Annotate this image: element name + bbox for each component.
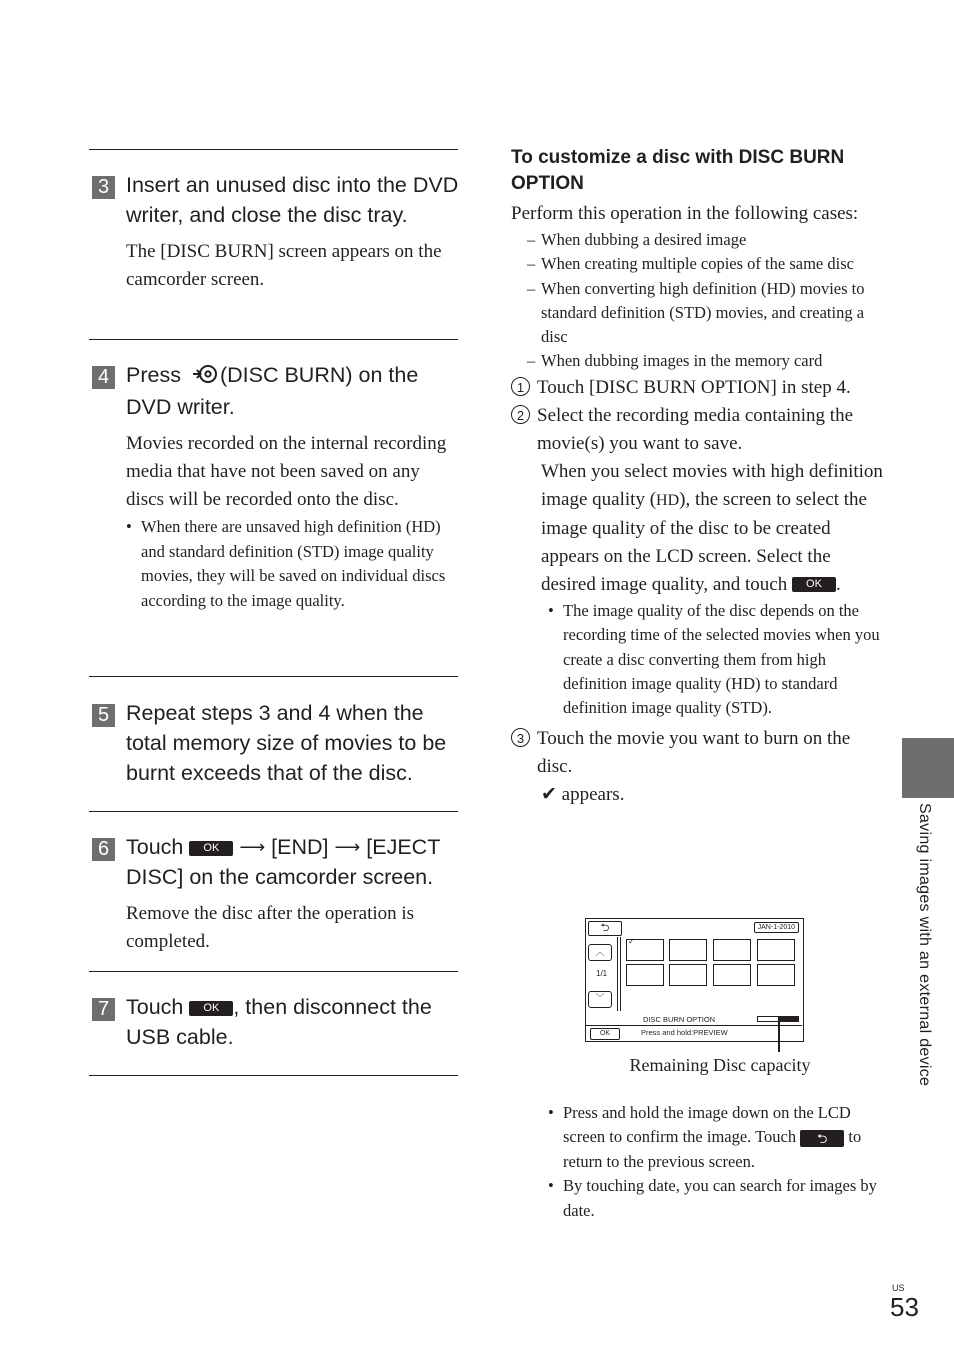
step-number: 3 [92, 176, 115, 199]
divider [617, 937, 618, 1011]
thumbnail [757, 939, 795, 961]
hd-label: HD [656, 491, 680, 509]
case-item: – When creating multiple copies of the same disc [511, 252, 886, 276]
note-list [511, 599, 886, 721]
date-badge: JAN-1-2010 [754, 922, 799, 933]
note-item: • The image quality of the disc depends on the recording time of the selected movies when you create a disc converting them from high definition image quality (HD) to standard definition image quality (STD). [548, 599, 886, 721]
tip-text: By touching date, you can search for images by date. [563, 1176, 877, 1220]
step-number: 5 [92, 704, 115, 727]
substep-text: Select the recording media containing the movie(s) you want to save. [537, 404, 854, 454]
case-item: – When dubbing images in the memory card [511, 349, 886, 373]
divider [89, 811, 458, 812]
tip-item [548, 1174, 888, 1223]
step-body: Remove the disc after the operation is completed. [126, 903, 415, 952]
step-5 [89, 698, 461, 788]
step-6 [89, 832, 461, 956]
heading-text: Touch [126, 835, 184, 859]
page-number: 53 [890, 1292, 919, 1322]
right-column [511, 145, 886, 809]
note-item: • When there are unsaved high definition (HD) and standard definition (STD) image quality movies, they will be saved on individual discs according to the image quality. [126, 515, 461, 613]
tips-list [511, 1101, 888, 1223]
case-item: – When converting high definition (HD) movies to standard definition (STD) movies, and creating a disc [511, 277, 886, 350]
check-line [511, 781, 886, 809]
arrow-right-icon: ⟶ [334, 837, 361, 857]
ok-button-icon: OK [189, 1001, 233, 1016]
detail-text: ), the screen to select the image quality of the disc to be created appears on the LCD screen. Select the desired image quality, and touch [541, 488, 867, 595]
substep-text: Touch [DISC BURN OPTION] in step 4. [537, 376, 851, 398]
step-number: 4 [92, 366, 115, 389]
heading-text: , then disconnect the USB cable. [126, 995, 432, 1049]
substep-text: Touch the movie you want to burn on the disc. [537, 727, 851, 777]
case-list [511, 228, 886, 374]
section-title: To customize a disc with DISC BURN OPTION [511, 147, 845, 194]
step-body: Movies recorded on the internal recording media that have not been saved on any discs will be recorded onto the disc. [126, 433, 447, 510]
substep-1 [511, 374, 886, 402]
checkmark-icon: ✓ [628, 937, 635, 946]
step-heading [126, 992, 461, 1052]
checkmark-icon: ✔ [541, 783, 557, 805]
arrow-right-icon: ⟶ [239, 837, 266, 857]
substep-3 [511, 725, 886, 781]
thumbnail [626, 964, 664, 986]
heading-text: Press [126, 363, 181, 387]
lcd-screen [585, 918, 804, 1042]
tip-item [548, 1101, 888, 1174]
step-4 [89, 360, 461, 613]
thumbnail [669, 964, 707, 986]
scroll-up-icon: ︿ [588, 944, 612, 961]
divider [89, 676, 458, 677]
check-text: appears. [561, 783, 625, 805]
ok-button-icon: OK [792, 577, 836, 592]
thumbnail [669, 939, 707, 961]
tip-text: to return to the previous screen. [563, 1127, 862, 1171]
callout-line [778, 1019, 780, 1052]
thumbnail [713, 964, 751, 986]
substep-2 [511, 402, 886, 458]
step-heading [126, 832, 461, 892]
step-heading [126, 360, 461, 422]
divider [620, 937, 621, 1011]
heading-text: Touch [126, 995, 184, 1019]
heading-text: (DISC BURN) on the DVD writer. [126, 363, 419, 419]
step-7 [89, 992, 461, 1052]
step-heading: Insert an unused disc into the DVD writer, and close the disc tray. [126, 173, 459, 227]
back-icon: ⮌ [588, 921, 622, 936]
scroll-down-icon: ﹀ [588, 991, 612, 1008]
tip-text: Press and hold the image down on the LCD screen to confirm the image. Touch [563, 1103, 851, 1147]
divider [89, 1075, 458, 1076]
step-number: 6 [92, 838, 115, 861]
screen-caption: Remaining Disc capacity [629, 1055, 811, 1075]
option-label: DISC BURN OPTION [643, 1015, 716, 1024]
chapter-label [913, 803, 933, 1123]
preview-hint: Press and hold:PREVIEW [641, 1028, 728, 1037]
circled-number: 1 [511, 377, 530, 396]
step-body: The [DISC BURN] screen appears on the camcorder screen. [126, 241, 442, 290]
case-item: – When dubbing a desired image [511, 228, 886, 252]
heading-text: [EJECT DISC] on the camcorder screen. [126, 835, 440, 889]
step-number: 7 [92, 998, 115, 1021]
disc-burn-icon [192, 362, 218, 392]
region-code: US [892, 1283, 905, 1293]
detail-text: When you select movies with high definition image quality ( [541, 460, 883, 510]
heading-text: [END] [271, 835, 329, 859]
chapter-label-text: Saving images with an external device [916, 803, 933, 1087]
ok-button-icon: OK [590, 1028, 620, 1040]
ok-button-icon: OK [189, 841, 233, 856]
divider [89, 971, 458, 972]
thumbnail [626, 939, 664, 961]
chapter-tab [902, 738, 954, 798]
thumbnail [713, 939, 751, 961]
back-button-icon: ⮌ [800, 1130, 844, 1147]
circled-number: 3 [511, 728, 530, 747]
step-heading: Repeat steps 3 and 4 when the total memory size of movies to be burnt exceeds that of the disc. [126, 701, 447, 785]
divider [89, 339, 458, 340]
divider [89, 149, 458, 150]
divider [586, 1025, 802, 1026]
section-intro: Perform this operation in the following cases: [511, 203, 859, 224]
capacity-fill [778, 1017, 798, 1021]
note-list [126, 515, 461, 613]
step-3 [89, 170, 461, 294]
substep-2-detail: When you select movies with high definition image quality (HD), the screen to select the image quality of the disc to be created appears on the LCD screen. Select the desired image quality, and touch OK . [541, 460, 883, 595]
thumbnail [757, 964, 795, 986]
page-counter: 1/1 [596, 969, 608, 978]
circled-number: 2 [511, 405, 530, 424]
